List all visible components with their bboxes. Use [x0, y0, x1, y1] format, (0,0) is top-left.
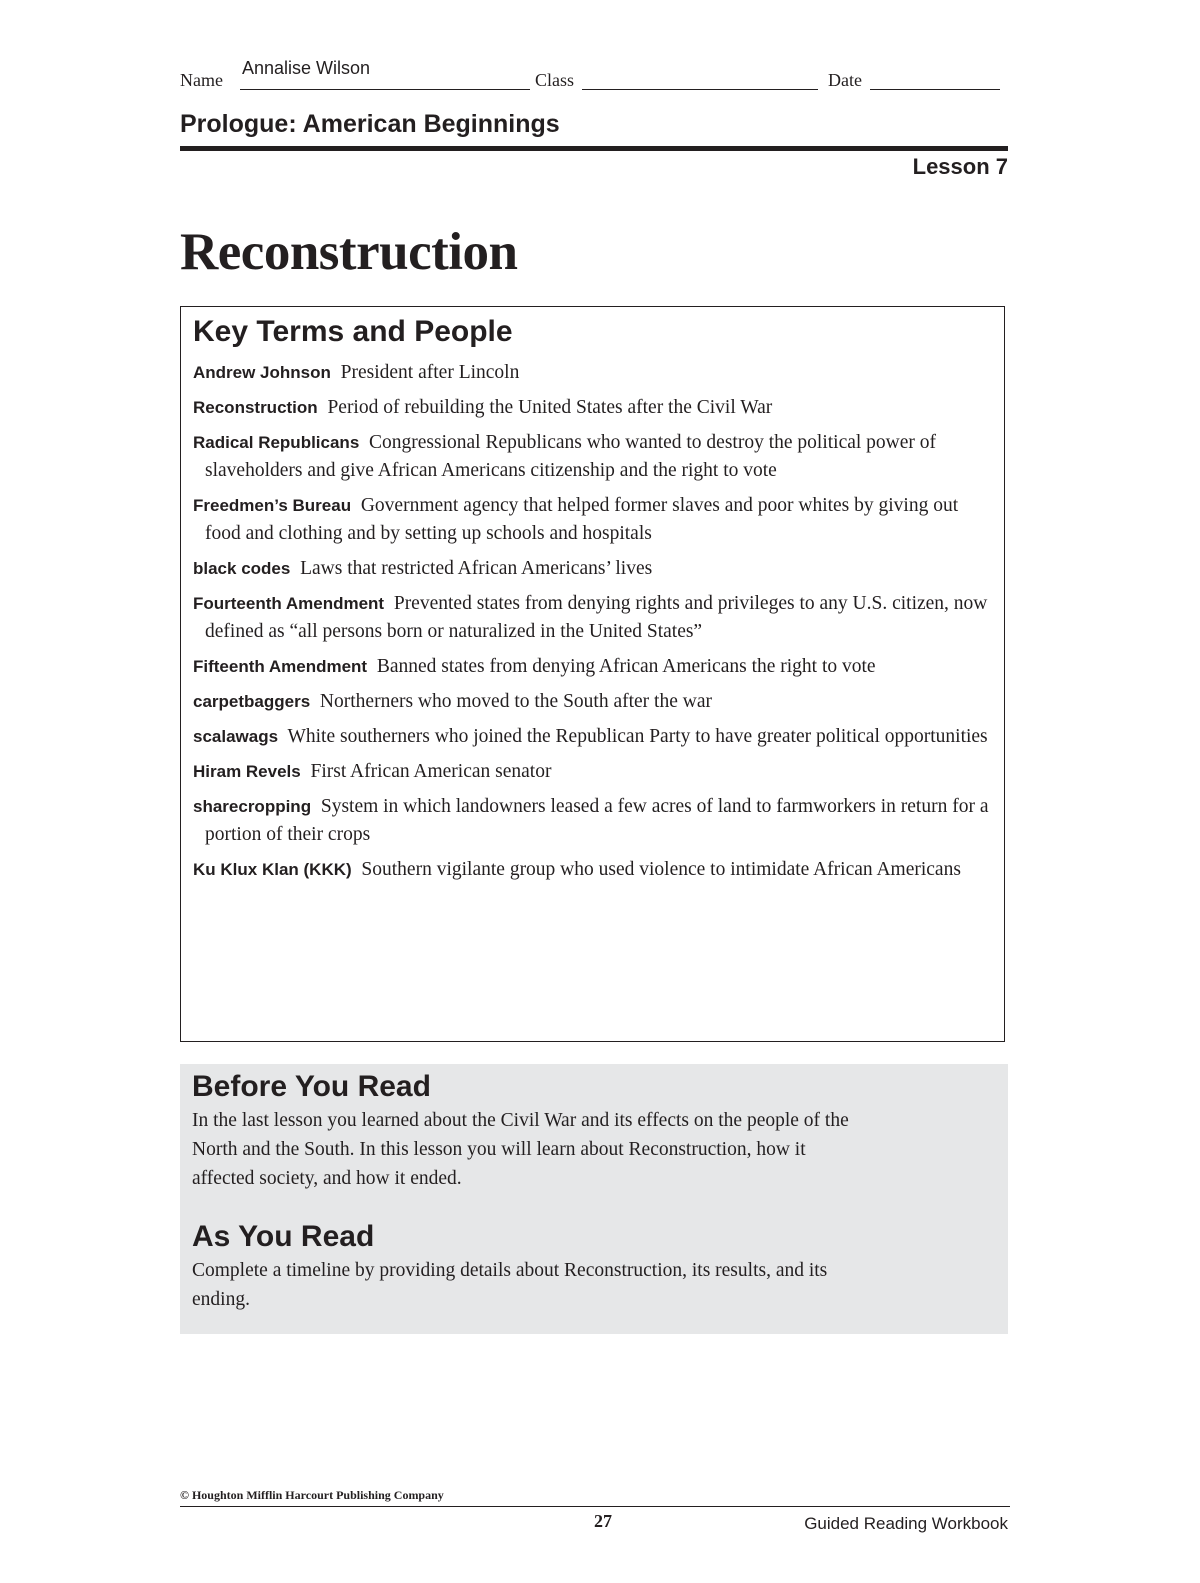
as-you-read-text: Complete a timeline by providing details about Reconstruction, its results, and its ending.: [192, 1260, 828, 1310]
footer-rule: [180, 1506, 1010, 1507]
before-you-read-text: In the last lesson you learned about the Civil War and its effects on the people of the North and the South. In this lesson you will learn about Reconstruction, how it affected society, and how it ended.: [192, 1110, 849, 1189]
term-name: sharecropping: [193, 797, 312, 816]
key-term: [193, 688, 992, 716]
name-field[interactable]: [240, 89, 530, 90]
term-definition: First African American senator: [310, 761, 552, 782]
before-you-read-heading: Before You Read: [192, 1070, 431, 1103]
term-definition: White southerners who joined the Republican Party to have greater political opportunities: [287, 726, 988, 747]
key-term: [193, 856, 992, 884]
term-name: Reconstruction: [193, 398, 318, 417]
key-term: [193, 590, 992, 646]
term-name: carpetbaggers: [193, 692, 311, 711]
term-name: Hiram Revels: [193, 762, 301, 781]
class-field[interactable]: [582, 89, 818, 90]
chapter-title: Prologue: American Beginnings: [180, 110, 560, 138]
term-name: Radical Republicans: [193, 433, 360, 452]
term-name: Ku Klux Klan (KKK): [193, 860, 352, 879]
class-label: Class: [535, 70, 575, 90]
term-definition: Northerners who moved to the South after the war: [319, 691, 712, 712]
key-term: [193, 793, 992, 849]
page-title: Reconstruction: [180, 223, 518, 281]
term-definition: President after Lincoln: [340, 362, 520, 383]
term-name: Fourteenth Amendment: [193, 594, 385, 613]
term-definition: Prevented states from denying rights and privileges to any U.S. citizen, now defined as “all persons born or naturalized in the United States”: [205, 593, 988, 642]
date-label: Date: [828, 70, 862, 90]
term-definition: Government agency that helped former slaves and poor whites by giving out food and clothing and by setting up schools and hospitals: [205, 495, 959, 544]
term-definition: Laws that restricted African Americans’ lives: [300, 558, 653, 579]
key-term: [193, 492, 992, 548]
term-name: Freedmen’s Bureau: [193, 496, 352, 515]
term-definition: Banned states from denying African Americans the right to vote: [376, 656, 876, 677]
date-field[interactable]: [870, 89, 1000, 90]
key-term: [193, 723, 992, 751]
term-name: Fifteenth Amendment: [193, 657, 368, 676]
header-rule: [180, 146, 1008, 151]
student-info-line: [180, 58, 1008, 92]
term-definition: Period of rebuilding the United States after the Civil War: [327, 397, 773, 418]
as-you-read-heading: As You Read: [192, 1220, 375, 1253]
key-term: [193, 429, 992, 485]
reading-guide-panel: [180, 1064, 1008, 1334]
name-label: Name: [180, 70, 223, 90]
term-definition: System in which landowners leased a few acres of land to farmworkers in return for a portion of their crops: [205, 796, 989, 845]
key-term: [193, 758, 992, 786]
term-name: scalawags: [193, 727, 279, 746]
key-term: [193, 653, 992, 681]
name-value: Annalise Wilson: [242, 58, 371, 78]
key-term: [193, 394, 992, 422]
key-term: [193, 555, 992, 583]
page-number: 27: [594, 1511, 612, 1531]
term-name: Andrew Johnson: [193, 363, 331, 382]
lesson-label: Lesson 7: [912, 154, 1008, 179]
term-name: black codes: [193, 559, 291, 578]
term-definition: Southern vigilante group who used violence to intimidate African Americans: [361, 859, 961, 880]
key-terms-box: [180, 306, 1005, 1042]
term-definition: Congressional Republicans who wanted to destroy the political power of slaveholders and give African Americans citizenship and the right to vote: [205, 432, 937, 481]
copyright-notice: © Houghton Mifflin Harcourt Publishing Company: [180, 1488, 444, 1502]
key-term: [193, 359, 992, 387]
workbook-title: Guided Reading Workbook: [804, 1514, 1008, 1533]
key-terms-heading: Key Terms and People: [193, 315, 513, 348]
